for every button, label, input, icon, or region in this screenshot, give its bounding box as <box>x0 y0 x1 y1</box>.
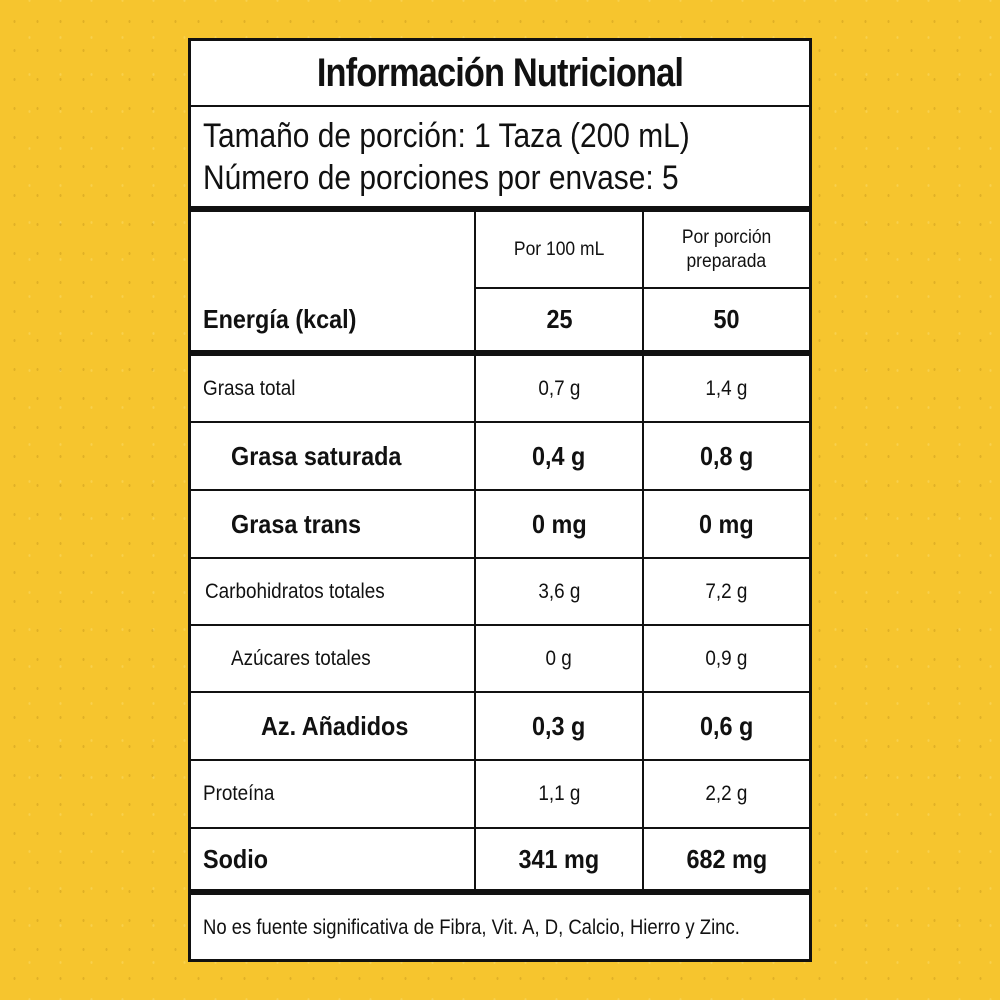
nutrition-facts-panel <box>188 38 812 962</box>
nutrient-value-per-100: 0,7 g <box>537 376 581 400</box>
nutrient-value-per-serving: 0,8 g <box>699 440 754 471</box>
nutrient-value-per-serving: 0,6 g <box>699 710 754 741</box>
nutrient-value-per-100: 1,1 g <box>537 782 581 805</box>
thick-divider <box>191 889 809 895</box>
servings-per-container: Número de porciones por envase: 5 <box>203 159 679 197</box>
column-header-per-100: Por 100 mL <box>513 238 605 260</box>
energy-per-serving: 50 <box>713 304 740 334</box>
nutrient-value-per-100: 0,4 g <box>532 440 586 471</box>
nutrient-value-per-100: 0 mg <box>531 508 587 539</box>
nutrient-value-per-100: 0 g <box>545 646 573 670</box>
nutrient-value-per-serving: 0,9 g <box>705 646 748 670</box>
nutrient-value-per-100: 0,3 g <box>532 710 586 741</box>
nutrient-label-trans-fat: Grasa trans <box>231 508 362 539</box>
nutrient-value-per-serving: 0 mg <box>699 508 754 539</box>
nutrient-label-sodium: Sodio <box>203 843 268 874</box>
nutrient-value-per-100: 3,6 g <box>537 579 581 603</box>
title-row <box>191 41 809 107</box>
nutrient-value-per-serving: 2,2 g <box>705 782 748 805</box>
nutrient-label-saturated-fat: Grasa saturada <box>231 440 402 471</box>
energy-label: Energía (kcal) <box>203 304 357 334</box>
nutrient-value-per-serving: 682 mg <box>686 843 767 874</box>
nutrient-value-per-serving: 1,4 g <box>705 376 748 400</box>
nutrient-label-added-sugars: Az. Añadidos <box>261 710 409 741</box>
column-header-per-serving: Por porción preparada <box>681 226 772 272</box>
panel-title: Información Nutricional <box>316 50 684 95</box>
energy-per-100: 25 <box>545 304 573 334</box>
nutrient-value-per-100: 341 mg <box>518 843 600 874</box>
nutrient-label-total-sugars: Azúcares totales <box>231 646 371 670</box>
nutrient-label-total-fat: Grasa total <box>203 376 296 400</box>
nutrient-label-carbohydrates: Carbohidratos totales <box>205 579 385 603</box>
nutrient-value-per-serving: 7,2 g <box>705 579 748 603</box>
nutrient-label-protein: Proteína <box>203 782 275 805</box>
footer-note: No es fuente significativa de Fibra, Vit. A, D, Calcio, Hierro y Zinc. <box>203 916 740 939</box>
serving-size: Tamaño de porción: 1 Taza (200 mL) <box>203 117 690 155</box>
serving-info <box>191 107 809 207</box>
